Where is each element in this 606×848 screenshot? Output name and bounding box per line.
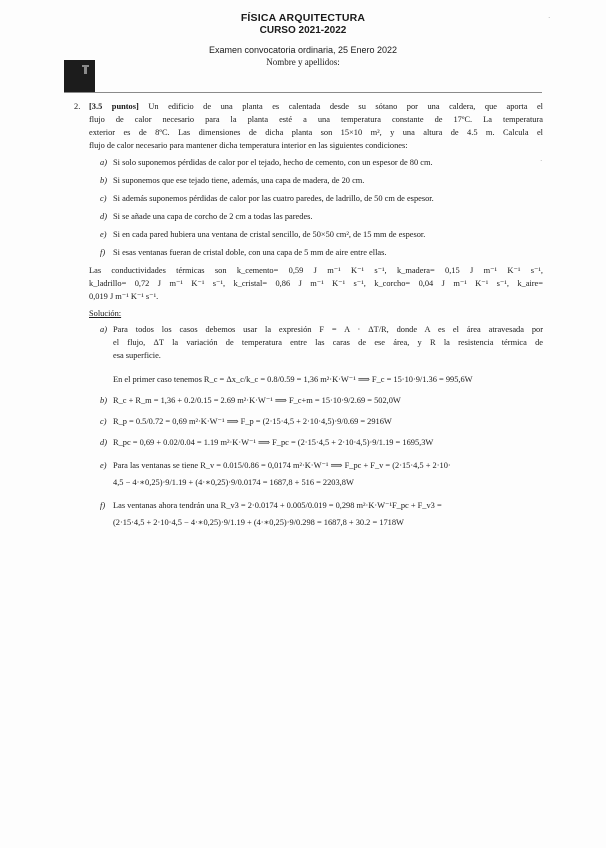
solution-e-calc-1: Para las ventanas se tiene R_v = 0.015/0.86 = 0,0174 m²·K·W⁻¹ ⟹ F_pc + F_v = (2·15·4,5 + 2·10· (113, 461, 451, 470)
conductivities-line-1: Las conductividades térmicas son k_cemento= 0,59 J m⁻¹ K⁻¹ s⁻¹, k_madera= 0,15 J m⁻¹ K⁻¹ s⁻¹, (89, 266, 543, 275)
solution-a-intro-1: Para todos los casos debemos usar la expresión F = A · ΔT/R, donde A es el área atravesada por (113, 325, 543, 334)
solution-f-calc-2: (2·15·4,5 + 2·10·4,5 − 4·∗0,25)·9/1.19 + (4·∗0,25)·9/0.298 = 1687,8 + 30.2 = 1718W (113, 518, 404, 527)
problem-statement-line-4: flujo de calor necesario para mantener dicha temperatura interior en las siguientes condiciones: (89, 141, 408, 150)
problem-points: [3.5 puntos] (89, 102, 139, 111)
case-f-text: Si esas ventanas fueran de cristal doble, con una capa de 5 mm de aire entre ellas. (113, 248, 387, 257)
header-divider (64, 92, 542, 93)
case-d-text: Si se añade una capa de corcho de 2 cm a todas las paredes. (113, 212, 313, 221)
solution-f-calc-1: Las ventanas ahora tendrán una R_v3 = 2·0.0174 + 0.005/0.019 = 0,298 m²·K·W⁻¹F_pc + F_v3 = (113, 501, 442, 510)
solution-c-calc: R_p = 0.5/0.72 = 0,69 m²·K·W⁻¹ ⟹ F_p = (2·15·4,5 + 2·10·4,5)·9/0.69 = 2916W (113, 417, 392, 426)
solution-a-calc: En el primer caso tenemos R_c = Δx_c/k_c = 0.8/0.59 = 1,36 m²·K·W⁻¹ ⟹ F_c = 15·10·9/1.36 = 995,6W (113, 375, 473, 384)
solution-a-intro-2: el flujo, ΔT la variación de temperatura entre las caras de ese área, y R la resistencia térmica de (113, 338, 543, 347)
problem-statement-line-1: [3.5 puntos] Un edificio de una planta es calentada desde su sótano por una caldera, que aporta el (89, 102, 543, 111)
solution-e-calc-2: 4,5 − 4·∗0,25)·9/1.19 + (4·∗0,25)·9/0.0174 = 1687,8 + 516 = 2203,8W (113, 478, 354, 487)
university-logo (64, 60, 95, 92)
conductivities-line-2: k_ladrillo= 0,72 J m⁻¹ K⁻¹ s⁻¹, k_cristal= 0,86 J m⁻¹ K⁻¹ s⁻¹, k_corcho= 0,04 J m⁻¹ K⁻¹ s⁻¹, k_aire= (89, 279, 543, 288)
solution-b-calc: R_c + R_m = 1,36 + 0.2/0.15 = 2.69 m²·K·W⁻¹ ⟹ F_c+m = 15·10·9/2.69 = 502,0W (113, 396, 401, 405)
problem-number: 2. (74, 102, 81, 111)
case-e-text: Si en cada pared hubiera una ventana de cristal sencillo, de 50×50 cm², de 15 mm de espesor. (113, 230, 426, 239)
course-title: FÍSICA ARQUITECTURA (240, 12, 366, 24)
conductivities-line-3: 0,019 J m⁻¹ K⁻¹ s⁻¹. (89, 292, 159, 301)
problem-statement-line-3: exterior es de 8ºC. Las dimensiones de dicha planta son 15×10 m², y una altura de 4.5 m. Calcula el (89, 128, 543, 137)
logo-mark-stem (84, 66, 87, 74)
problem-statement-line-2: flujo de calor necesario para la planta esté a una temperatura constante de 17ºC. La temperatura (89, 115, 543, 124)
case-b-text: Si suponemos que ese tejado tiene, además, una capa de madera, de 20 cm. (113, 176, 365, 185)
case-d-label: d) (100, 212, 107, 221)
scan-speck-2: · (540, 157, 543, 165)
solution-f-label: f) (100, 501, 106, 510)
case-b-label: b) (100, 176, 107, 185)
solution-a-intro-3: esa superficie. (113, 351, 161, 360)
case-c-text: Si además suponemos pérdidas de calor por las cuatro paredes, de ladrillo, de 50 cm de espesor. (113, 194, 434, 203)
solution-d-calc: R_pc = 0,69 + 0.02/0.04 = 1.19 m²·K·W⁻¹ ⟹ F_pc = (2·15·4,5 + 2·10·4,5)·9/1.19 = 1695,3W (113, 438, 434, 447)
solution-heading: Solución: (89, 309, 122, 318)
case-e-label: e) (100, 230, 107, 239)
course-year: CURSO 2021-2022 (259, 25, 347, 36)
case-c-label: c) (100, 194, 107, 203)
solution-c-label: c) (100, 417, 107, 426)
name-field-label: Nombre y apellidos: (266, 57, 340, 67)
solution-d-label: d) (100, 438, 107, 447)
solution-b-label: b) (100, 396, 107, 405)
solution-a-label: a) (100, 325, 107, 334)
scan-speck: · (548, 14, 551, 22)
case-a-text: Si solo suponemos pérdidas de calor por el tejado, hecho de cemento, con un espesor de 80 cm. (113, 158, 433, 167)
case-a-label: a) (100, 158, 107, 167)
case-f-label: f) (100, 248, 106, 257)
solution-e-label: e) (100, 461, 107, 470)
exam-info: Examen convocatoria ordinaria, 25 Enero 2022 (208, 45, 398, 55)
